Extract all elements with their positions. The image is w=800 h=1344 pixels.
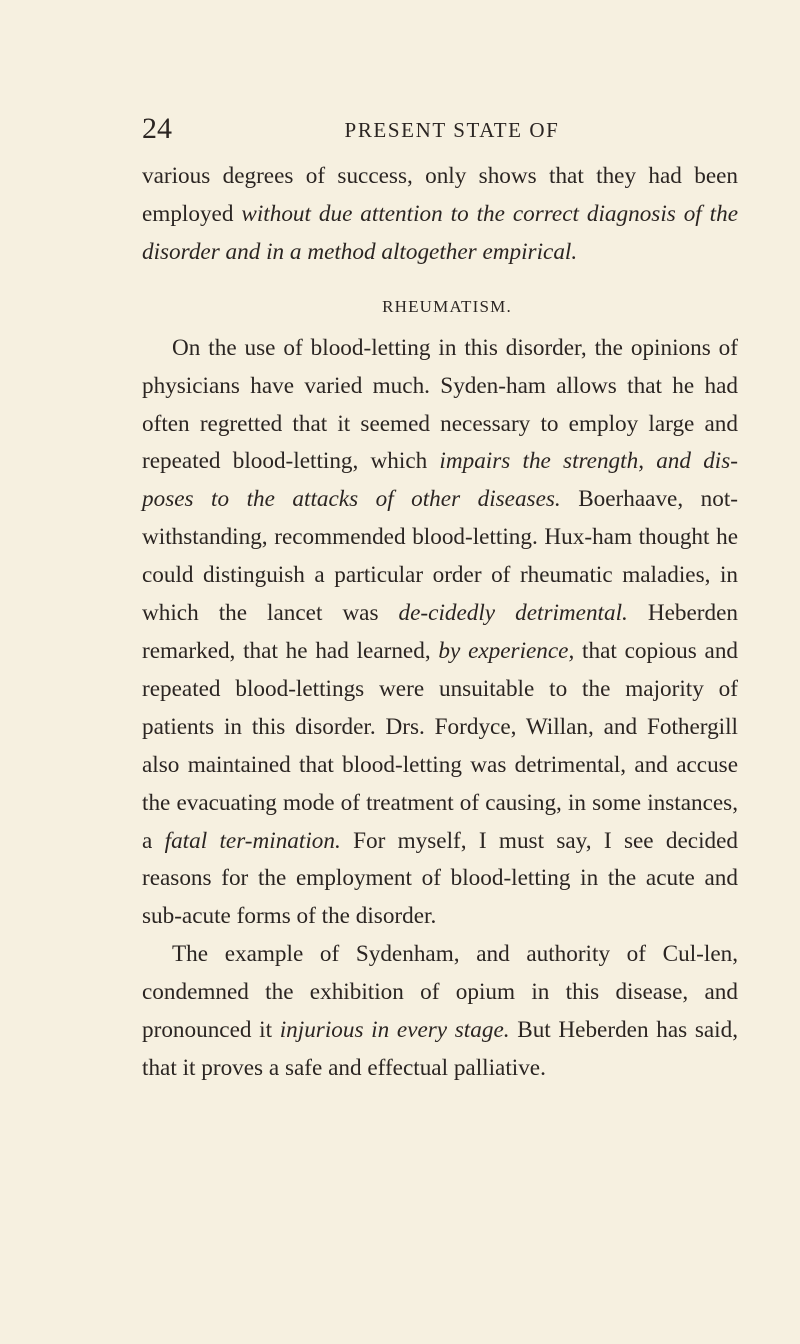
p1-italic-1: impairs the strength, and dis-poses to the attacks of other diseases.	[142, 448, 738, 513]
section-heading: RHEUMATISM.	[382, 296, 512, 316]
intro-paragraph	[142, 158, 738, 272]
p1-text-2: Boerhaave, not-withstanding, recommended blood-letting. Hux-ham thought he could distinguish a particular order of rheumatic maladies, in which the lancet was	[142, 486, 738, 627]
p2-text-1: The example of Sydenham, and authority of Cul-len, condemned the exhibition of opium in this disease, and pronounced it	[142, 941, 738, 1044]
p1-text-4: that copious and repeated blood-lettings were unsuitable to the majority of patients in this disorder. Drs. Fordyce, Willan, and Fothergill also maintained that blood-letting was detrimental, and accuse the evacuating mode of treatment of causing, in some instances, a	[142, 637, 739, 854]
page-number: 24	[142, 112, 172, 145]
intro-italic: without due attention to the correct diagnosis of the disorder and in a method altogether empirical.	[142, 200, 739, 265]
p1-italic-4: fatal ter-mination.	[164, 827, 341, 854]
body-text	[142, 158, 738, 1088]
p1-text-5: For myself, I must say, I see decided reasons for the employment of blood-letting in the acute and sub-acute forms of the disorder.	[142, 827, 738, 930]
p2-italic-1: injurious in every stage.	[279, 1017, 510, 1044]
page-header	[142, 112, 712, 146]
p1-text-1: On the use of blood-letting in this disorder, the opinions of physicians have varied much. Syden-ham allows that he had often regretted that it seemed necessary to employ large and repeated blood-letting, which	[142, 334, 738, 475]
p2-text-2: But Heberden has said, that it proves a safe and effectual palliative.	[142, 1017, 738, 1081]
paragraph-bloodletting	[142, 330, 738, 937]
intro-text: various degrees of success, only shows that they had been employed	[142, 163, 738, 227]
p1-italic-2: de-cidedly detrimental.	[398, 600, 628, 627]
p1-text-3: Heberden remarked, that he had learned,	[142, 600, 738, 664]
p1-italic-3: by experience,	[438, 637, 575, 664]
running-title: PRESENT STATE OF	[344, 118, 560, 142]
paragraph-opium	[142, 936, 738, 1088]
